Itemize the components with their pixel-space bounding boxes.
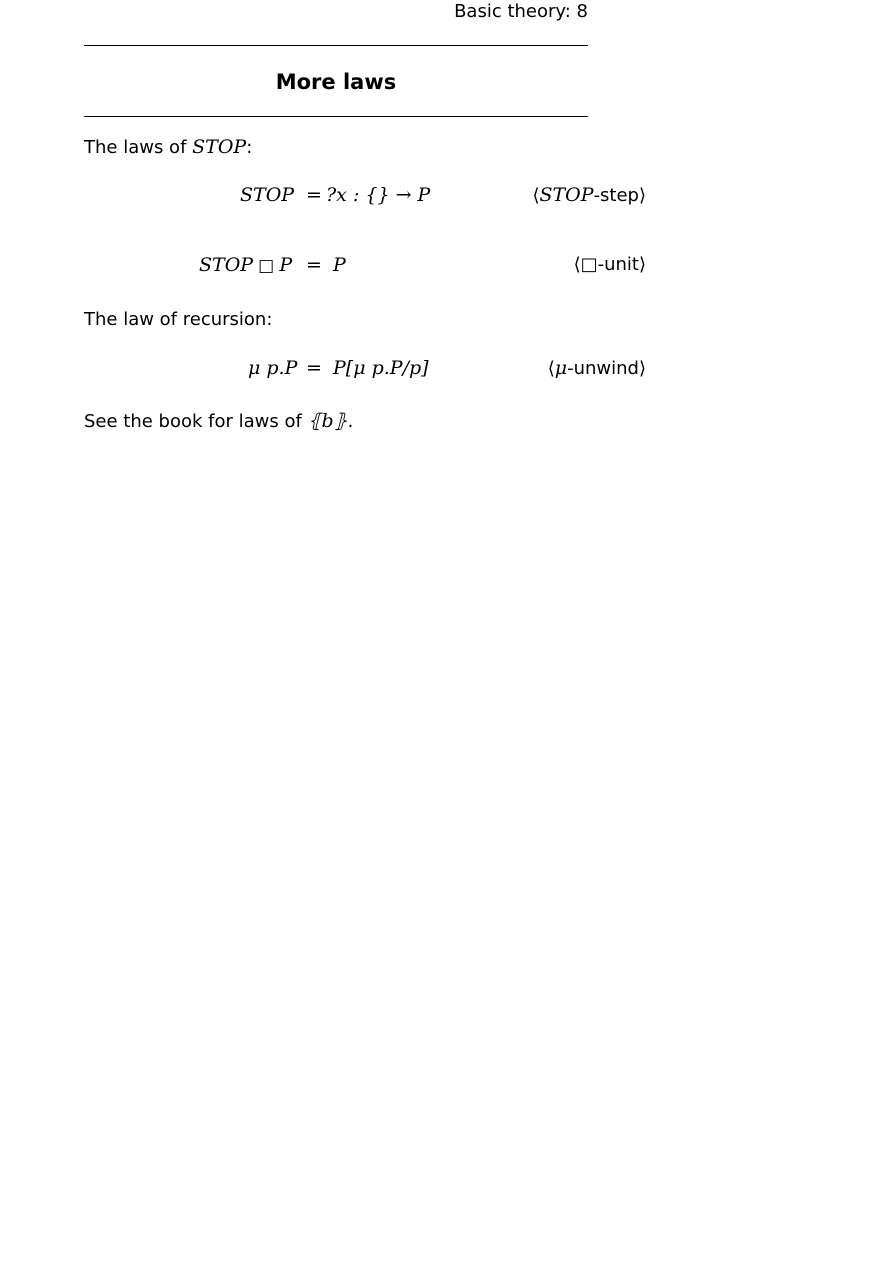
bottom-rule [84,116,588,117]
label-term: STOP [539,184,594,206]
recursion-intro: The law of recursion: [84,309,273,330]
law-unit-rhs: P [333,254,346,276]
top-rule [84,45,588,46]
law-unwind-label [548,357,646,379]
unwind-label-rest: -unwind⟩ [567,358,646,379]
book-reference-period: . [347,411,354,432]
choice-op-icon: □ [258,256,275,276]
law-stop-step-lhs: STOP [240,184,295,206]
slide-title: More laws [275,70,397,94]
law-unit-p: P [279,254,293,276]
label-rest: -step⟩ [593,185,646,206]
intro-colon: : [246,137,253,158]
running-header: Basic theory: 8 [454,1,588,22]
intro-term: STOP [192,136,247,158]
law-stop-step-eq: = [306,184,322,206]
stop-laws-intro [84,136,252,158]
law-unit-term: STOP [199,254,254,276]
unwind-label-open: ⟨ [547,358,555,379]
intro-text: The laws of [84,137,187,158]
law-stop-step-label [532,184,646,206]
book-reference [84,410,353,432]
label-open: ⟨ [532,185,540,206]
book-reference-term: ⦃b⦄ [307,410,348,432]
unwind-label-mu: μ [554,357,568,379]
law-stop-step-rhs: ?x : {} → P [326,184,431,206]
book-reference-text: See the book for laws of [84,411,302,432]
law-unit-lhs [199,254,292,276]
law-unwind-lhs: μ p.P [248,357,298,379]
law-unwind-rhs: P[μ p.P/p] [333,357,429,379]
law-unit-eq: = [306,254,322,276]
law-unit-label: ⟨□-unit⟩ [573,254,646,275]
law-unwind-eq: = [306,357,322,379]
